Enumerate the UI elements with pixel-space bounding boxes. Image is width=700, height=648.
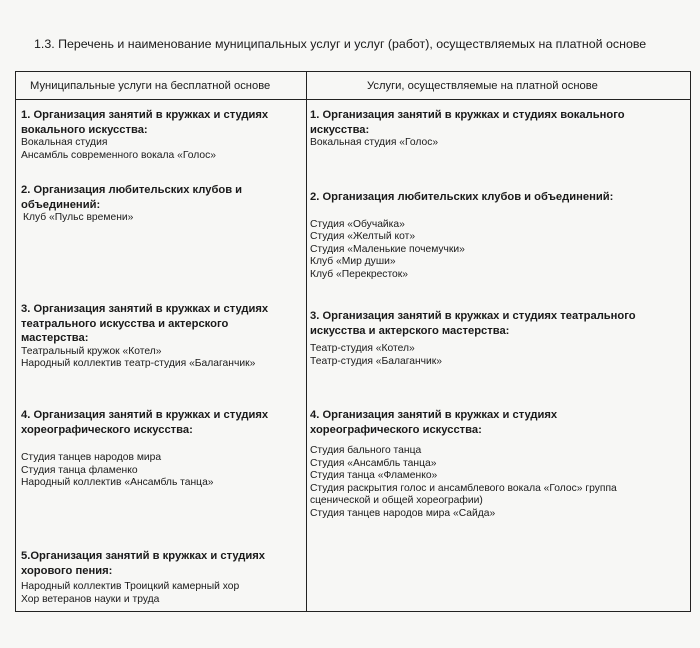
list-item: Народный коллектив «Ансамбль танца» — [21, 477, 214, 489]
paid-section-4 — [310, 408, 688, 521]
list-item: Студия бального танца — [310, 445, 422, 456]
free-section-1-title: 1. Организация занятий в кружках и студиях вокального искусства: — [21, 109, 269, 136]
free-section-5-list — [21, 581, 301, 606]
free-section-1 — [21, 108, 301, 162]
list-item: Клуб «Пульс времени» — [23, 212, 134, 223]
free-section-4 — [21, 408, 301, 490]
list-item: Театр-студия «Балаганчик» — [310, 355, 443, 367]
list-item: Народный коллектив Троицкий камерный хор — [21, 581, 240, 592]
free-section-1-list — [21, 137, 301, 162]
free-section-5-title: 5.Организация занятий в кружках и студиях хорового пения: — [21, 550, 266, 577]
list-item: Студия танцев народов мира «Сайда» — [310, 507, 496, 519]
list-item: Студия «Желтый кот» — [310, 231, 416, 243]
list-item: Студия «Обучайка» — [310, 218, 405, 230]
list-item: Театр-студия «Котел» — [310, 343, 415, 354]
list-item: Студия танца «Фламенко» — [310, 470, 438, 482]
free-section-3-title: 3. Организация занятий в кружках и студиях театрального искусства и актерского мастерства: — [21, 303, 269, 344]
free-section-5 — [21, 549, 301, 606]
list-item: Народный коллектив театр-студия «Балаганчик» — [21, 358, 256, 370]
list-item: Хор ветеранов науки и труда — [21, 593, 160, 605]
list-item: Клуб «Мир души» — [310, 256, 396, 268]
document-title: 1.3. Перечень и наименование муниципальных услуг и услуг (работ), осуществляемых на платной основе — [34, 37, 647, 51]
column-divider — [306, 72, 307, 611]
free-section-2-list — [21, 212, 301, 225]
free-section-4-title: 4. Организация занятий в кружках и студиях хореографического искусства: — [21, 409, 269, 436]
list-item: Театральный кружок «Котел» — [21, 345, 162, 357]
paid-section-4-list — [310, 445, 688, 521]
paid-section-3-title: 3. Организация занятий в кружках и студиях театрального искусства и актерского мастерства: — [310, 310, 636, 337]
services-table — [15, 71, 691, 612]
list-item: Студия «Ансамбль танца» — [310, 457, 437, 469]
free-section-4-list — [21, 452, 301, 490]
free-section-2-title: 2. Организация любительских клубов и объединений: — [21, 184, 243, 211]
paid-section-3-list — [310, 343, 688, 368]
header-divider — [16, 99, 690, 100]
paid-section-3 — [310, 309, 688, 368]
free-section-2 — [21, 183, 301, 225]
list-item: Вокальная студия «Голос» — [310, 137, 439, 148]
paid-section-4-title: 4. Организация занятий в кружках и студиях хореографического искусства: — [310, 409, 558, 436]
header-free-services: Муниципальные услуги на бесплатной основе — [30, 80, 271, 92]
list-item: Ансамбль современного вокала «Голос» — [21, 149, 216, 161]
list-item: сценической и общей хореографии) — [310, 495, 483, 507]
list-item: Клуб «Перекресток» — [310, 268, 409, 280]
free-section-3 — [21, 302, 301, 371]
paid-section-1-title: 1. Организация занятий в кружках и студиях вокального искусства: — [310, 109, 625, 136]
paid-section-1-list — [310, 137, 688, 150]
paid-section-1 — [310, 108, 688, 150]
list-item: Студия танцев народов мира — [21, 452, 162, 463]
paid-section-2 — [310, 190, 688, 281]
list-item: Вокальная студия — [21, 137, 108, 148]
list-item: Студия раскрытия голос и ансамблевого вокала «Голос» группа — [310, 482, 617, 494]
paid-section-2-list — [310, 219, 688, 282]
header-paid-services: Услуги, осуществляемые на платной основе — [367, 80, 598, 92]
list-item: Студия «Маленькие почемучки» — [310, 243, 465, 255]
free-section-3-list — [21, 346, 301, 371]
list-item: Студия танца фламенко — [21, 464, 138, 476]
paid-section-2-title: 2. Организация любительских клубов и объединений: — [310, 191, 614, 203]
